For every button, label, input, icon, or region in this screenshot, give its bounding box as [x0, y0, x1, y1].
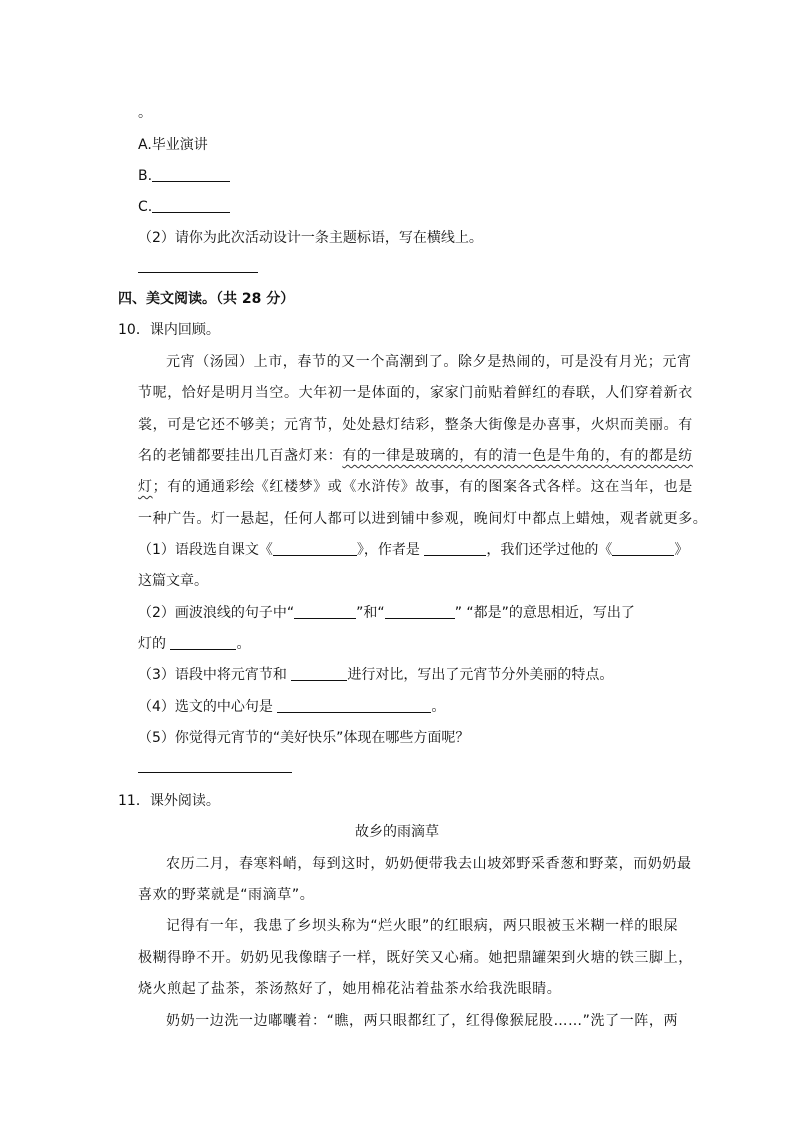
- q10-sub2-text-e: 。: [236, 636, 251, 652]
- trailing-period: 。: [138, 105, 152, 121]
- option-c: [138, 198, 230, 216]
- q10-sub1: [138, 541, 688, 559]
- option-b-blank[interactable]: [152, 167, 230, 182]
- wavy-underlined-sentence-end: 灯: [138, 479, 153, 495]
- option-c-label: C.: [138, 199, 153, 215]
- q10-sub3-text-a: （3）语段中将元宵节和: [138, 667, 292, 683]
- article-line-2: 喜欢的野菜就是“雨滴草”。: [138, 887, 315, 903]
- central-sentence-blank[interactable]: [277, 698, 431, 713]
- article-line-4: 极糊得睁不开。奶奶见我像瞎子一样，既好笑又心痛。她把鼎罐架到火塘的铁三脚上，: [138, 950, 693, 966]
- slogan-answer-line[interactable]: [138, 258, 258, 273]
- passage-line-5-plain: ；有的通通彩绘《红楼梦》或《水浒传》故事，有的图案各式各样。这在当年，也是: [152, 479, 693, 495]
- q10-sub2-text-b: ”和“: [356, 605, 385, 621]
- q10-sub2-text-d: 灯的: [138, 636, 171, 652]
- q10-sub2-text-a: （2）画波浪线的句子中“: [138, 605, 295, 621]
- q9-sub2-prompt: （2）请你为此次活动设计一条主题标语，写在横线上。: [138, 230, 483, 246]
- q10-sub5: （5）你觉得元宵节的“美好快乐”体现在哪些方面呢？: [138, 730, 470, 746]
- q10-sub4: [138, 698, 445, 716]
- q10-title: 10．课内回顾。: [118, 322, 220, 338]
- q10-sub5-answer-line[interactable]: [138, 758, 292, 773]
- passage-line-4-plain: 名的老铺都要挂出几百盏灯来：: [138, 448, 343, 464]
- option-a: A.毕业演讲: [138, 137, 208, 153]
- q10-sub1-text-b: 》，作者是: [356, 542, 425, 558]
- author-blank[interactable]: [424, 541, 486, 556]
- passage-line-6: 一种广告。灯一悬起，任何人都可以进到铺中参观，晚间灯中都点上蜡烛，观者就更多。: [138, 511, 708, 527]
- article-line-5: 烧火煎起了盐茶，茶汤熬好了，她用棉花沾着盐茶水给我洗眼睛。: [138, 981, 562, 997]
- option-b-label: B.: [138, 168, 153, 184]
- lamp-feature-blank[interactable]: [170, 635, 236, 650]
- article-line-1: 农历二月，春寒料峭，每到这时，奶奶便带我去山坡郊野采香葱和野菜，而奶奶最: [166, 856, 692, 872]
- q10-sub1-text-a: （1）语段选自课文《: [138, 542, 273, 558]
- comparison-blank[interactable]: [291, 666, 347, 681]
- q10-sub4-text-b: 。: [431, 699, 446, 715]
- q10-sub4-text-a: （4）选文的中心句是: [138, 699, 278, 715]
- passage-line-4: [138, 447, 693, 465]
- lesson-title-blank[interactable]: [273, 541, 357, 556]
- passage-line-1: 元宵（汤园）上市，春节的又一个高潮到了。除夕是热闹的，可是没有月光；元宵: [166, 354, 692, 370]
- option-c-blank[interactable]: [152, 198, 230, 213]
- word-blank-2[interactable]: [385, 604, 455, 619]
- section-heading: 四、美文阅读。（共 28 分）: [118, 291, 295, 307]
- q10-sub2-cont: [138, 635, 250, 653]
- q10-sub1-cont: 这篇文章。: [138, 573, 208, 589]
- wavy-underlined-sentence: 有的一律是玻璃的，有的清一色是牛角的，有的都是纺: [342, 448, 693, 464]
- q10-sub2: [138, 604, 635, 622]
- passage-line-3: 裳，可是它还不够美；元宵节，处处悬灯结彩，整条大街像是办喜事，火炽而美丽。有: [138, 417, 693, 433]
- q11-title: 11．课外阅读。: [118, 793, 220, 809]
- q10-sub3: [138, 666, 613, 684]
- q10-sub1-text-d: 》: [674, 542, 689, 558]
- passage-line-5: [138, 478, 693, 496]
- q10-sub3-text-b: 进行对比，写出了元宵节分外美丽的特点。: [347, 667, 614, 683]
- word-blank-1[interactable]: [294, 604, 356, 619]
- q10-sub2-text-c: ” “都是”的意思相近，写出了: [454, 605, 635, 621]
- other-work-blank[interactable]: [612, 541, 674, 556]
- article-line-6: 奶奶一边洗一边嘟囔着：“瞧，两只眼都红了，红得像猴屁股……”洗了一阵，两: [166, 1013, 679, 1029]
- article-title: 故乡的雨滴草: [355, 824, 439, 840]
- q10-sub1-text-c: ，我们还学过他的《: [486, 542, 613, 558]
- passage-line-2: 节呢，恰好是明月当空。大年初一是体面的，家家门前贴着鲜红的春联，人们穿着新衣: [138, 385, 693, 401]
- option-b: [138, 167, 230, 185]
- article-line-3: 记得有一年，我患了乡坝头称为“烂火眼”的红眼病，两只眼被玉米糊一样的眼屎: [166, 918, 679, 934]
